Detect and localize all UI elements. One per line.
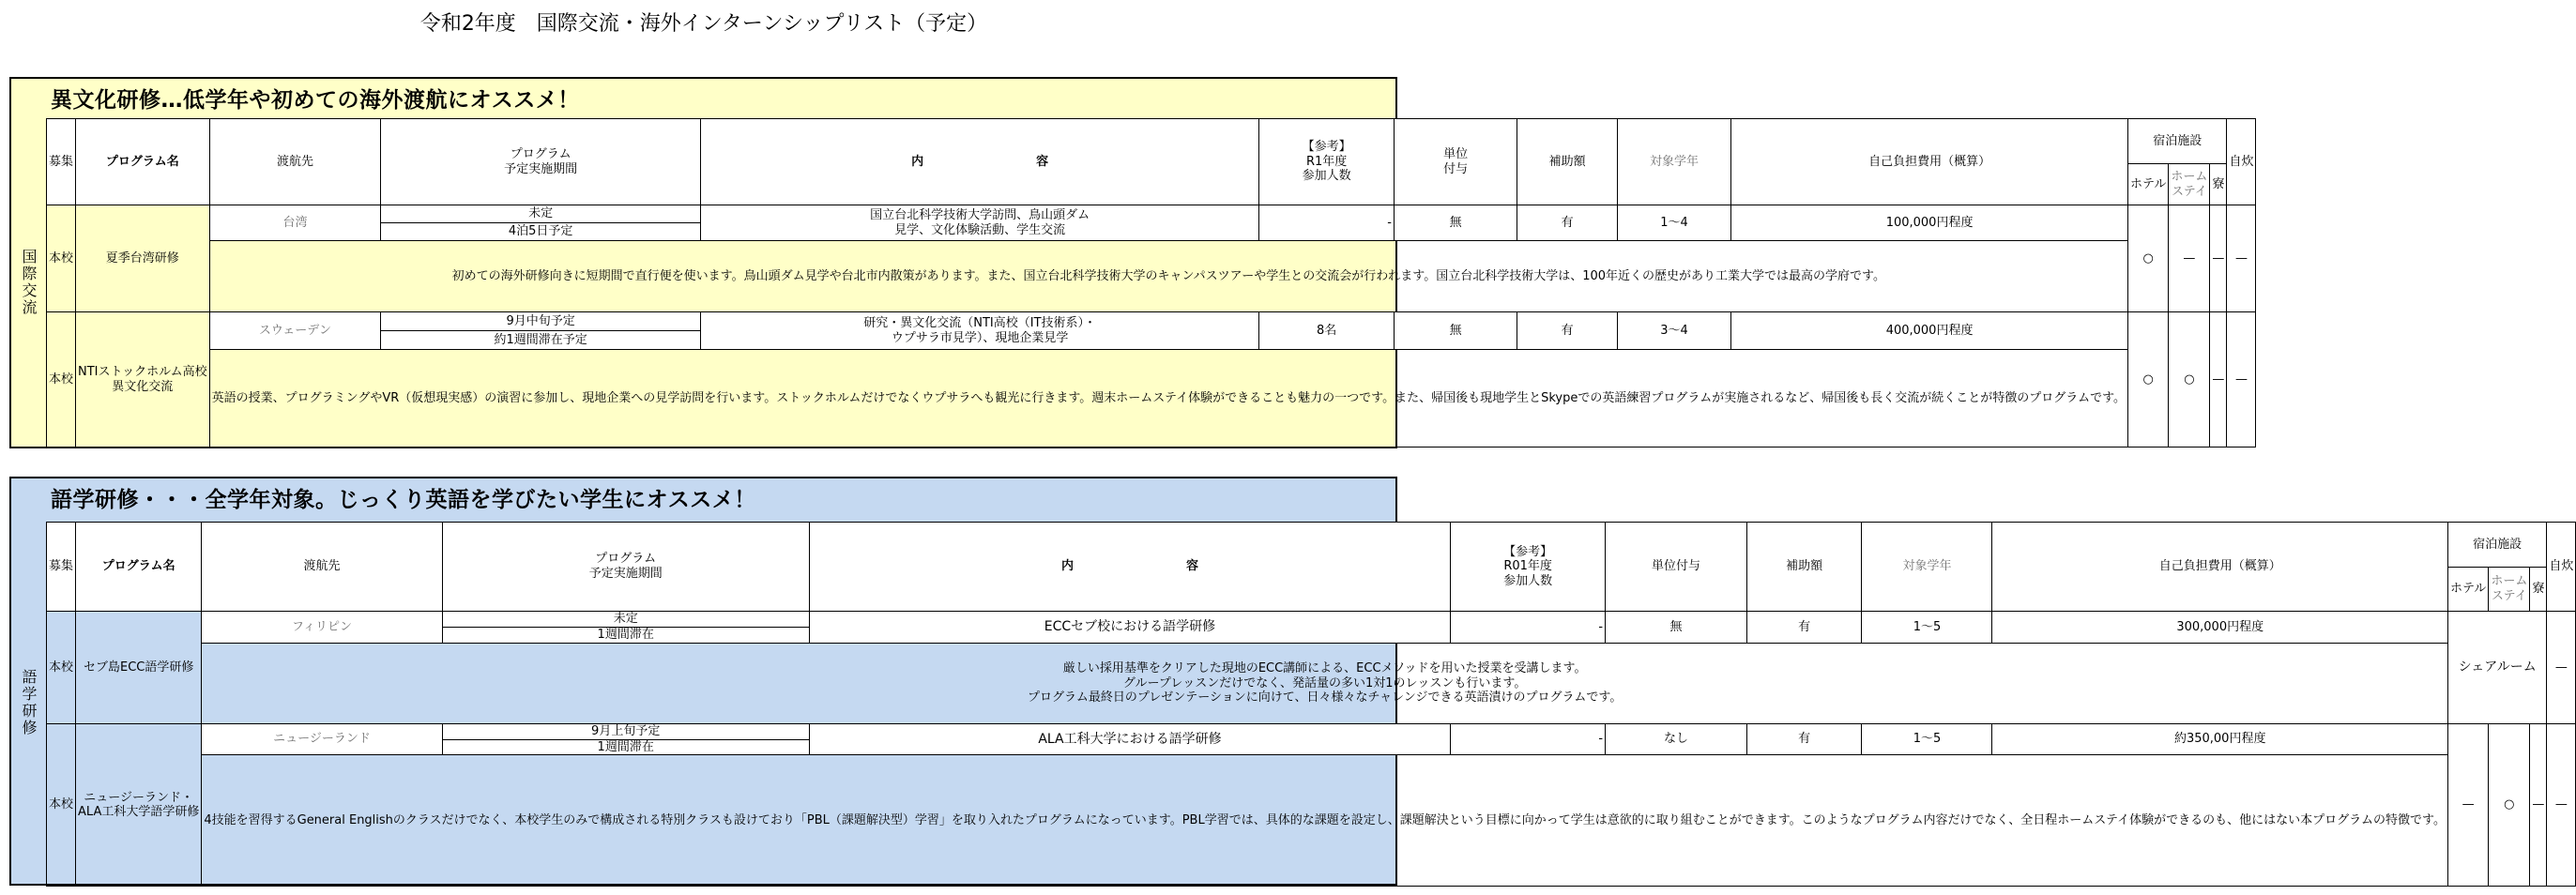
header-program-name: プログラム名 — [76, 119, 210, 205]
period-bottom: 4泊5日予定 — [381, 223, 701, 241]
description-line: プログラム最終日のプレゼンテーションに向けて、日々様々なチャレンジできる英語漬けのプログラムです。 — [1027, 690, 1623, 705]
table-row — [47, 724, 2576, 740]
period-bottom: 約1週間滞在予定 — [381, 331, 701, 350]
subsidy: 有 — [1517, 312, 1618, 350]
program-name: セブ島ECC語学研修 — [76, 612, 202, 724]
dorm-mark: — — [2210, 205, 2227, 312]
credits: 無 — [1606, 612, 1747, 644]
program-name: 夏季台湾研修 — [76, 205, 210, 312]
period-bottom: 1週間滞在 — [442, 739, 809, 755]
hotel-mark: — — [2447, 724, 2488, 887]
section-intercultural — [9, 77, 2254, 448]
header-content: 内 容 — [809, 523, 1450, 612]
header-dorm: 寮 — [2210, 164, 2227, 205]
dorm-mark: — — [2210, 312, 2227, 448]
header-period: プログラム 予定実施期間 — [381, 119, 701, 205]
header-lodging: 宿泊施設 — [2128, 119, 2227, 164]
header-subsidy: 補助額 — [1746, 523, 1862, 612]
homestay-mark: ○ — [2489, 724, 2530, 887]
program-name: ニュージーランド・ ALA工科大学語学研修 — [76, 724, 202, 887]
period-top: 未定 — [381, 205, 701, 223]
program-name: NTIストックホルム高校 異文化交流 — [76, 312, 210, 448]
page-title: 令和2年度 国際交流・海外インターンシップリスト（予定） — [419, 12, 988, 36]
subsidy: 有 — [1517, 205, 1618, 241]
credits: なし — [1606, 724, 1747, 755]
header-subsidy: 補助額 — [1517, 119, 1618, 205]
target-year: 1～5 — [1862, 612, 1992, 644]
program-table — [46, 118, 2256, 448]
program-description: 初めての海外研修向きに短期間で直行便を使います。鳥山頭ダム見学や台北市内散策があります。また、国立台北科学技術大学のキャンパスツアーや学生との交流会が行われます。国立台北科学技術大学は、100年近くの歴史があり工業大学では最高の学府です。 — [209, 241, 2127, 312]
header-boshu: 募集 — [47, 119, 76, 205]
participants: - — [1451, 612, 1606, 644]
program-description: 英語の授業、プログラミングやVR（仮想現実感）の演習に参加し、現地企業への見学訪問を行います。ストックホルムだけでなくウプサラへも観光に行きます。週末ホームステイ体験ができることも魅力の一つです。また、帰国後も現地学生とSkypeでの英語練習プログラムが実施されるなど、帰国後も長く交流が続くことが特徴のプログラムです。 — [209, 350, 2127, 448]
homestay-mark: ○ — [2169, 312, 2210, 448]
program-description — [202, 644, 2448, 724]
header-content: 内 容 — [701, 119, 1259, 205]
header-cost: 自己負担費用（概算） — [1731, 119, 2128, 205]
destination: スウェーデン — [209, 312, 381, 350]
content-summary: 国立台北科学技術大学訪問、鳥山頭ダム 見学、文化体験活動、学生交流 — [701, 205, 1259, 241]
dorm-mark: — — [2530, 724, 2547, 887]
credits: 無 — [1394, 205, 1517, 241]
cost: 300,000円程度 — [1992, 612, 2447, 644]
boshu-cell: 本校 — [47, 612, 76, 724]
header-hotel: ホテル — [2447, 568, 2488, 612]
header-reference: 【参考】 R01年度 参加人数 — [1451, 523, 1606, 612]
destination: フィリピン — [202, 612, 442, 644]
boshu-cell: 本校 — [47, 312, 76, 448]
cooking-mark: — — [2227, 205, 2256, 312]
hotel-mark: ○ — [2128, 205, 2169, 312]
header-cooking: 自炊 — [2227, 119, 2256, 205]
cost: 400,000円程度 — [1731, 312, 2128, 350]
header-dorm: 寮 — [2530, 568, 2547, 612]
participants: 8名 — [1259, 312, 1395, 350]
header-destination: 渡航先 — [202, 523, 442, 612]
header-credits: 単位 付与 — [1394, 119, 1517, 205]
description-line: グループレッスンだけでなく、発話量の多い1対1のレッスンも行います。 — [1122, 675, 1527, 690]
header-hotel: ホテル — [2128, 164, 2169, 205]
period-top: 未定 — [442, 612, 809, 628]
header-target-year: 対象学年 — [1618, 119, 1731, 205]
table-row — [47, 205, 2256, 223]
cooking-mark: — — [2227, 312, 2256, 448]
header-period: プログラム 予定実施期間 — [442, 523, 809, 612]
category-label: 国際交流 — [20, 249, 38, 316]
header-destination: 渡航先 — [209, 119, 381, 205]
description-line: 厳しい採用基準をクリアした現地のECC講師による、ECCメソッドを用いた授業を受講します。 — [1062, 661, 1587, 676]
program-table — [46, 522, 2576, 887]
header-cooking: 自炊 — [2547, 523, 2576, 612]
cost: 100,000円程度 — [1731, 205, 2128, 241]
table-row — [47, 612, 2576, 628]
hotel-mark: ○ — [2128, 312, 2169, 448]
period-top: 9月上旬予定 — [442, 724, 809, 740]
destination: ニュージーランド — [202, 724, 442, 755]
program-description: 4技能を習得するGeneral Englishのクラスだけでなく、本校学生のみで構成される特別クラスも設けており「PBL（課題解決型）学習」を取り入れたプログラムになっています。PBL学習では、具体的な課題を設定し、課題解決という目標に向かって学生は意欲的に取り組むことができます。このようなプログラム内容だけでなく、全日程ホームステイ体験ができるのも、他にはない本プログラムの特徴です。 — [202, 755, 2448, 887]
subsidy: 有 — [1746, 724, 1862, 755]
cooking-mark: — — [2547, 612, 2576, 724]
homestay-mark: — — [2169, 205, 2210, 312]
content-summary: ECCセブ校における語学研修 — [809, 612, 1450, 644]
period-top: 9月中旬予定 — [381, 312, 701, 331]
subsidy: 有 — [1746, 612, 1862, 644]
target-year: 1～4 — [1618, 205, 1731, 241]
header-homestay: ホーム ステイ — [2489, 568, 2530, 612]
cost: 約350,00円程度 — [1992, 724, 2447, 755]
section-headline: 語学研修・・・全学年対象。じっくり英語を学びたい学生にオススメ！ — [51, 488, 756, 512]
content-summary: ALA工科大学における語学研修 — [809, 724, 1450, 755]
participants: - — [1259, 205, 1395, 241]
section-language-training — [9, 477, 2574, 886]
header-boshu: 募集 — [47, 523, 76, 612]
header-cost: 自己負担費用（概算） — [1992, 523, 2447, 612]
cooking-mark: — — [2547, 724, 2576, 887]
target-year: 1～5 — [1862, 724, 1992, 755]
header-target-year: 対象学年 — [1862, 523, 1992, 612]
boshu-cell: 本校 — [47, 724, 76, 887]
target-year: 3～4 — [1618, 312, 1731, 350]
period-bottom: 1週間滞在 — [442, 628, 809, 644]
lodging-shared-room: シェアルーム — [2447, 612, 2546, 724]
table-row — [47, 312, 2256, 331]
header-homestay: ホーム ステイ — [2169, 164, 2210, 205]
header-credits: 単位付与 — [1606, 523, 1747, 612]
destination: 台湾 — [209, 205, 381, 241]
header-reference: 【参考】 R1年度 参加人数 — [1259, 119, 1395, 205]
credits: 無 — [1394, 312, 1517, 350]
header-lodging: 宿泊施設 — [2447, 523, 2546, 568]
category-label: 語学研修 — [20, 669, 38, 736]
content-summary: 研究・異文化交流（NTI高校（IT技術系）・ ウプサラ市見学）、現地企業見学 — [701, 312, 1259, 350]
boshu-cell: 本校 — [47, 205, 76, 312]
participants: - — [1451, 724, 1606, 755]
section-headline: 異文化研修…低学年や初めての海外渡航にオススメ！ — [51, 88, 580, 113]
header-program-name: プログラム名 — [76, 523, 202, 612]
